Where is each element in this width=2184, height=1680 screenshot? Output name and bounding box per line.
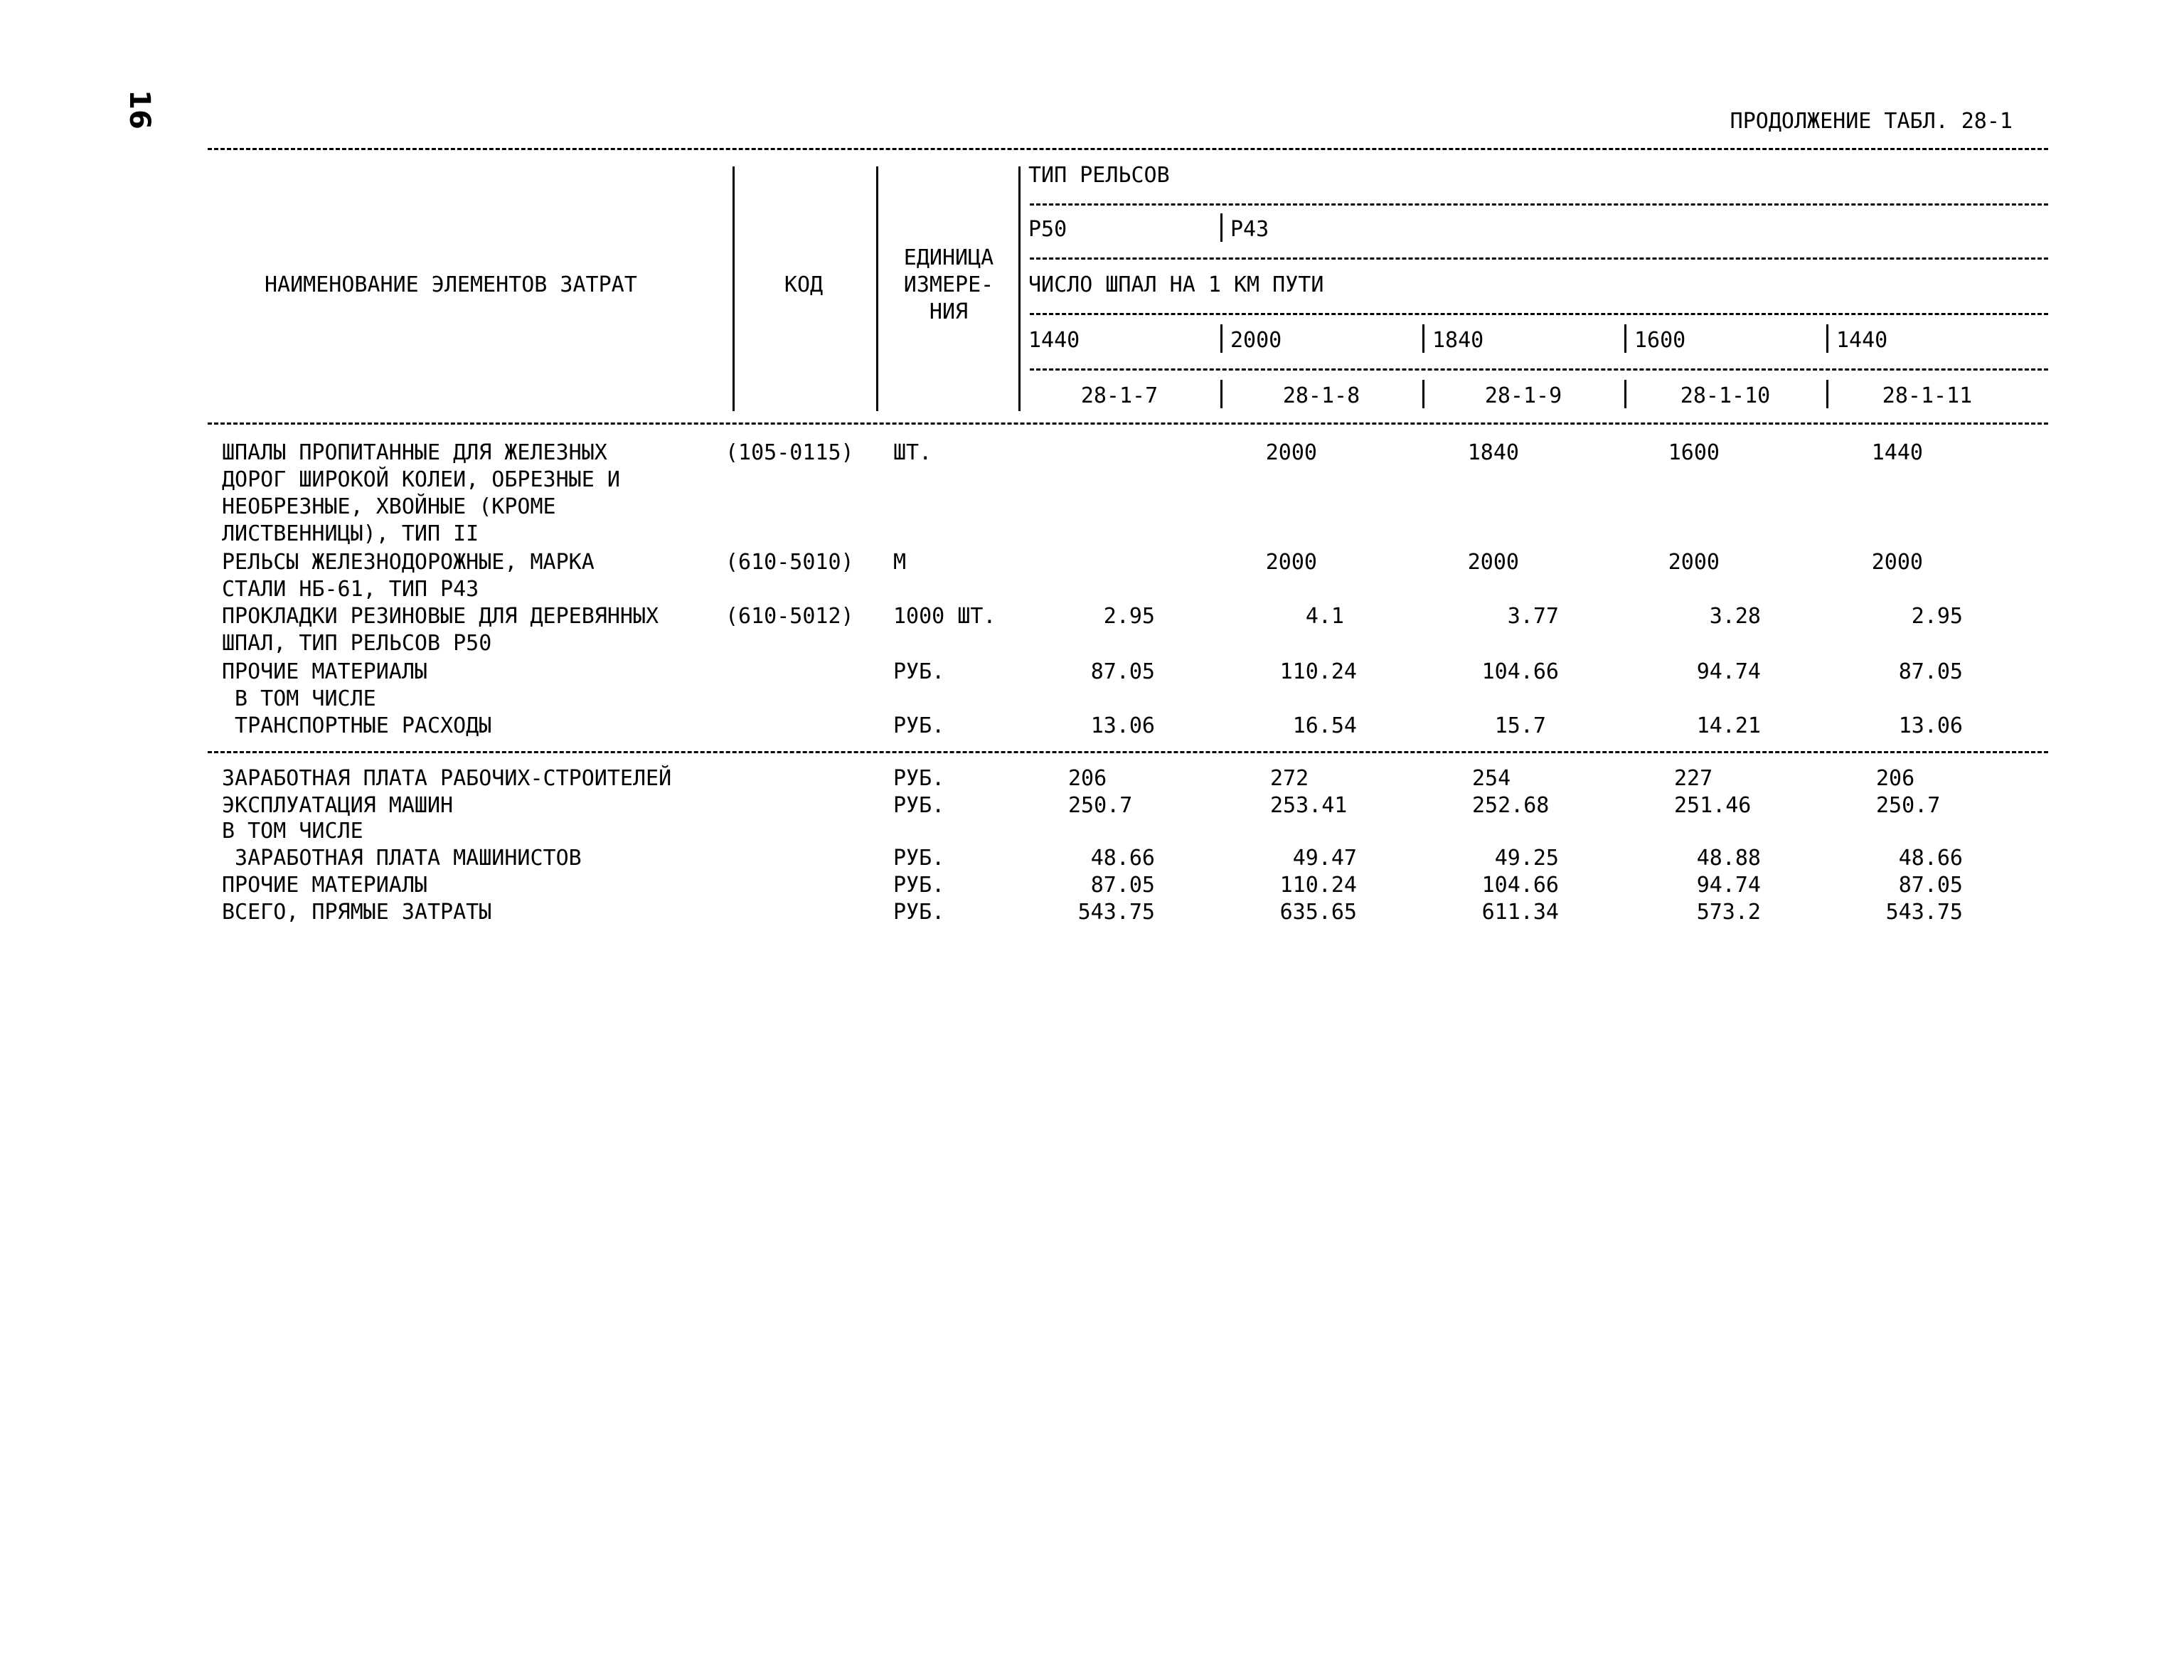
total-6-value-4: 573.2 — [1696, 900, 1761, 925]
material-4-value-3: 104.66 — [1481, 659, 1559, 684]
header-code-5: 28-1-11 — [1882, 383, 1973, 408]
material-3-value-2: 4.1 — [1305, 604, 1344, 629]
section-rule — [208, 751, 2048, 753]
header-count-2: 2000 — [1230, 328, 1282, 353]
material-4-value-2: 110.24 — [1279, 659, 1357, 684]
header-vbar-p43 — [1220, 213, 1222, 242]
material-4-name-line-2: В ТОМ ЧИСЛЕ — [222, 686, 376, 711]
header-code-2: 28-1-8 — [1282, 383, 1360, 408]
material-1-unit: ШТ. — [893, 440, 932, 465]
material-2-value-3: 2000 — [1467, 550, 1519, 575]
total-4-value-4: 48.88 — [1696, 846, 1761, 871]
header-code-4: 28-1-10 — [1680, 383, 1771, 408]
header-vbar-count-2 — [1220, 324, 1222, 353]
material-1-value-3: 1840 — [1467, 440, 1519, 465]
total-1-name: ЗАРАБОТНАЯ ПЛАТА РАБОЧИХ-СТРОИТЕЛЕЙ — [222, 766, 672, 791]
header-vbar-code — [733, 166, 735, 411]
material-4-value-4: 94.74 — [1696, 659, 1761, 684]
header-vbar-code-3 — [1422, 380, 1424, 408]
header-vbar-unit — [876, 166, 878, 411]
header-vbar-count-3 — [1422, 324, 1424, 353]
material-4-value-1: 87.05 — [1090, 659, 1155, 684]
total-6-value-3: 611.34 — [1481, 900, 1559, 925]
header-vbar-code-4 — [1624, 380, 1626, 408]
header-unit-line-2: ИЗМЕРЕ- — [903, 272, 994, 297]
material-1-value-5: 1440 — [1871, 440, 1923, 465]
material-3-name-line-2: ШПАЛ, ТИП РЕЛЬСОВ P50 — [222, 631, 492, 656]
header-vbar-code-2 — [1220, 380, 1222, 408]
material-5-value-1: 13.06 — [1090, 713, 1155, 738]
header-vbar-count-4 — [1624, 324, 1626, 353]
material-5-value-4: 14.21 — [1696, 713, 1761, 738]
header-vbar-code-5 — [1826, 380, 1828, 408]
header-count-3: 1840 — [1432, 328, 1484, 353]
total-3-name: В ТОМ ЧИСЛЕ — [222, 819, 363, 844]
total-5-value-5: 87.05 — [1898, 873, 1963, 898]
material-5-value-3: 15.7 — [1494, 713, 1546, 738]
material-5-name-line-1: ТРАНСПОРТНЫЕ РАСХОДЫ — [222, 713, 492, 738]
material-3-unit: 1000 ШТ. — [893, 604, 996, 629]
header-vbar-data — [1018, 166, 1021, 411]
total-6-unit: РУБ. — [893, 900, 945, 925]
top-rule — [208, 148, 2048, 150]
material-1-name-line-4: ЛИСТВЕННИЦЫ), ТИП II — [222, 521, 479, 546]
total-4-name: ЗАРАБОТНАЯ ПЛАТА МАШИНИСТОВ — [222, 846, 582, 871]
material-2-value-4: 2000 — [1668, 550, 1720, 575]
total-2-value-5: 250.7 — [1876, 793, 1941, 818]
header-rule-1 — [1030, 203, 2048, 206]
header-rail-p50: P50 — [1028, 217, 1067, 242]
total-4-unit: РУБ. — [893, 846, 945, 871]
total-1-value-3: 254 — [1472, 766, 1511, 791]
material-2-name-line-1: РЕЛЬСЫ ЖЕЛЕЗНОДОРОЖНЫЕ, МАРКА — [222, 550, 595, 575]
material-1-value-4: 1600 — [1668, 440, 1720, 465]
material-2-code: (610-5010) — [725, 550, 854, 575]
header-count-1: 1440 — [1028, 328, 1080, 353]
total-6-value-2: 635.65 — [1279, 900, 1357, 925]
total-4-value-5: 48.66 — [1898, 846, 1963, 871]
material-1-name-line-2: ДОРОГ ШИРОКОЙ КОЛЕИ, ОБРЕЗНЫЕ И — [222, 467, 620, 492]
header-count-5: 1440 — [1836, 328, 1888, 353]
total-2-name: ЭКСПЛУАТАЦИЯ МАШИН — [222, 793, 454, 818]
total-1-unit: РУБ. — [893, 766, 945, 791]
material-1-name-line-3: НЕОБРЕЗНЫЕ, ХВОЙНЫЕ (КРОМЕ — [222, 494, 556, 519]
material-5-value-5: 13.06 — [1898, 713, 1963, 738]
total-2-value-2: 253.41 — [1270, 793, 1348, 818]
material-2-unit: М — [893, 550, 907, 575]
total-4-value-3: 49.25 — [1494, 846, 1559, 871]
header-rail-p43: P43 — [1230, 217, 1269, 242]
total-4-value-2: 49.47 — [1292, 846, 1357, 871]
material-3-value-1: 2.95 — [1103, 604, 1155, 629]
material-3-value-3: 3.77 — [1507, 604, 1559, 629]
total-2-value-4: 251.46 — [1674, 793, 1752, 818]
header-rail-type: ТИП РЕЛЬСОВ — [1028, 163, 1170, 188]
material-1-name-line-1: ШПАЛЫ ПРОПИТАННЫЕ ДЛЯ ЖЕЛЕЗНЫХ — [222, 440, 607, 465]
total-6-name: ВСЕГО, ПРЯМЫЕ ЗАТРАТЫ — [222, 900, 492, 925]
header-code-col: КОД — [784, 272, 824, 297]
total-1-value-1: 206 — [1068, 766, 1107, 791]
total-5-value-3: 104.66 — [1481, 873, 1559, 898]
material-3-code: (610-5012) — [725, 604, 854, 629]
header-vbar-count-5 — [1826, 324, 1828, 353]
material-2-value-2: 2000 — [1265, 550, 1317, 575]
material-4-value-5: 87.05 — [1898, 659, 1963, 684]
material-1-value-2: 2000 — [1265, 440, 1317, 465]
material-1-code: (105-0115) — [725, 440, 854, 465]
table-continuation: ПРОДОЛЖЕНИЕ ТАБЛ. 28-1 — [1730, 109, 2013, 134]
material-3-value-4: 3.28 — [1709, 604, 1761, 629]
material-4-unit: РУБ. — [893, 659, 945, 684]
page-number: 16 — [123, 90, 156, 129]
material-3-value-5: 2.95 — [1911, 604, 1963, 629]
header-rule-4 — [1030, 368, 2048, 371]
total-1-value-5: 206 — [1876, 766, 1915, 791]
total-2-value-3: 252.68 — [1472, 793, 1550, 818]
header-sleepers-per-km: ЧИСЛО ШПАЛ НА 1 КМ ПУТИ — [1028, 272, 1324, 297]
total-6-value-5: 543.75 — [1885, 900, 1963, 925]
header-name-col: НАИМЕНОВАНИЕ ЭЛЕМЕНТОВ ЗАТРАТ — [265, 272, 637, 297]
total-5-name: ПРОЧИЕ МАТЕРИАЛЫ — [222, 873, 427, 898]
material-2-value-5: 2000 — [1871, 550, 1923, 575]
header-rule-3 — [1030, 313, 2048, 315]
header-rule-2 — [1030, 257, 2048, 260]
material-5-value-2: 16.54 — [1292, 713, 1357, 738]
total-5-value-2: 110.24 — [1279, 873, 1357, 898]
total-5-unit: РУБ. — [893, 873, 945, 898]
material-2-name-line-2: СТАЛИ НБ-61, ТИП P43 — [222, 577, 479, 602]
header-unit-line-3: НИЯ — [929, 299, 969, 324]
total-5-value-4: 94.74 — [1696, 873, 1761, 898]
material-5-unit: РУБ. — [893, 713, 945, 738]
header-code-3: 28-1-9 — [1484, 383, 1562, 408]
material-4-name-line-1: ПРОЧИЕ МАТЕРИАЛЫ — [222, 659, 427, 684]
total-1-value-2: 272 — [1270, 766, 1309, 791]
total-5-value-1: 87.05 — [1090, 873, 1155, 898]
total-6-value-1: 543.75 — [1077, 900, 1155, 925]
material-3-name-line-1: ПРОКЛАДКИ РЕЗИНОВЫЕ ДЛЯ ДЕРЕВЯННЫХ — [222, 604, 659, 629]
header-bottom-rule — [208, 422, 2048, 425]
header-code-1: 28-1-7 — [1080, 383, 1158, 408]
total-4-value-1: 48.66 — [1090, 846, 1155, 871]
total-2-unit: РУБ. — [893, 793, 945, 818]
total-1-value-4: 227 — [1674, 766, 1713, 791]
total-2-value-1: 250.7 — [1068, 793, 1133, 818]
header-count-4: 1600 — [1634, 328, 1686, 353]
header-unit-line-1: ЕДИНИЦА — [903, 245, 994, 270]
